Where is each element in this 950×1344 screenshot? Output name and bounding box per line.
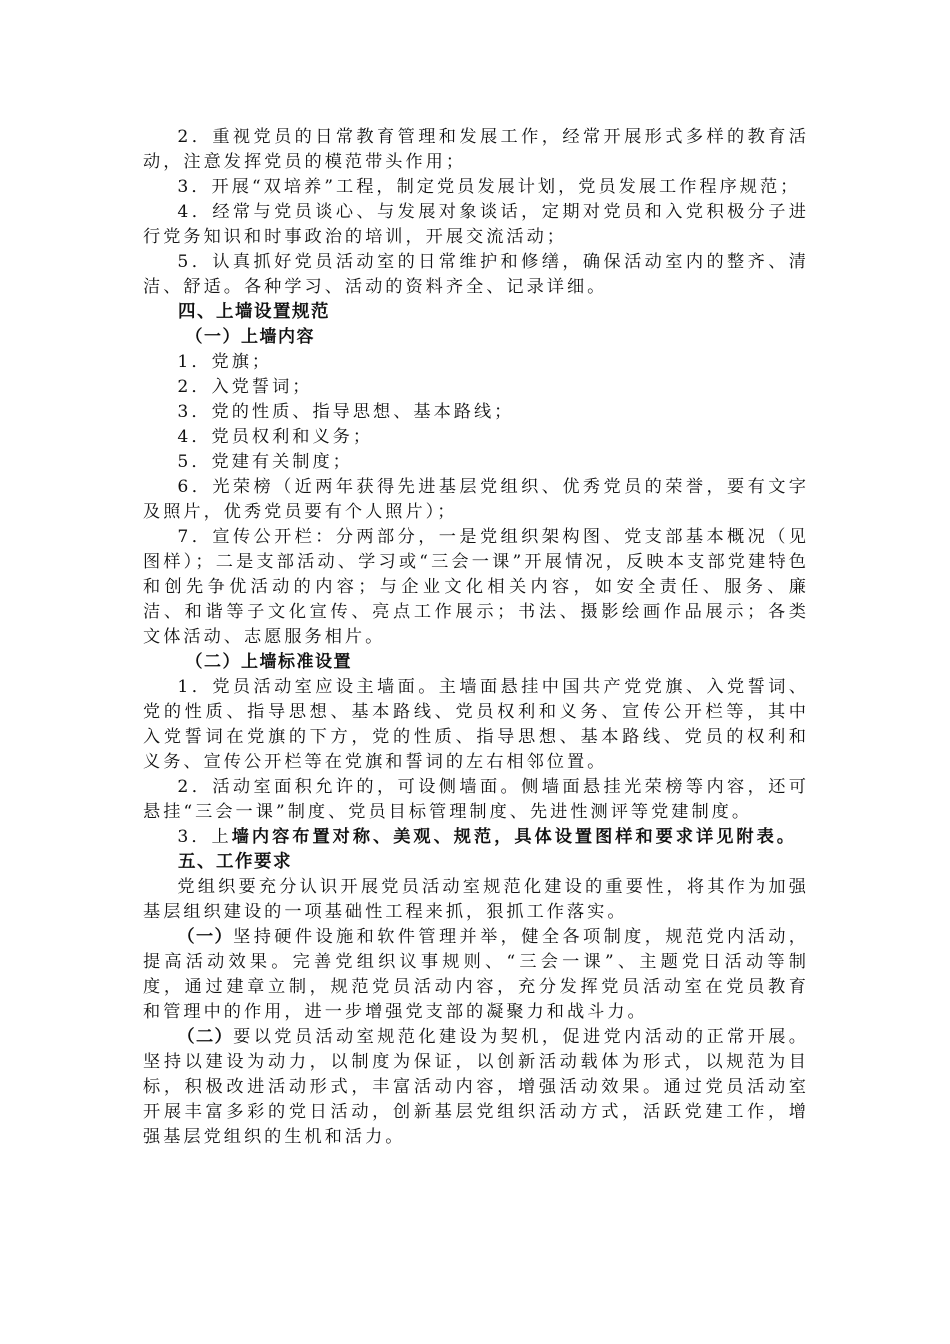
wall-standard-item-3-prefix: 3．上 xyxy=(177,827,232,847)
paragraph-item-4: 4．经常与党员谈心、与发展对象谈话，定期对党员和入党积极分子进行党务知识和时事政治的培训，开展交流活动； xyxy=(143,202,809,247)
work-requirement-2-lead: （二） xyxy=(177,1027,234,1047)
wall-standard-item-3 xyxy=(143,825,809,850)
wall-content-item: 1．党旗； xyxy=(177,352,273,372)
section-4-heading: 四、上墙设置规范 xyxy=(178,302,330,322)
wall-standard-item: 2．活动室面积允许的，可设侧墙面。侧墙面悬挂光荣榜等内容，还可悬挂“三会一课”制度、党员目标管理制度、先进性测评等党建制度。 xyxy=(143,777,809,822)
paragraph-item-2: 2．重视党员的日常教育管理和发展工作，经常开展形式多样的教育活动，注意发挥党员的模范带头作用； xyxy=(143,127,809,172)
work-requirement-2-text: 要以党员活动室规范化建设为契机，促进党内活动的正常开展。坚持以建设为动力，以制度为保证，以创新活动载体为形式，以规范为目标，积极改进活动形式，丰富活动内容，增强活动效果。通过党员活动室开展丰富多彩的党日活动，创新基层党组织活动方式，活跃党建工作，增强基层党组织的生机和活力。 xyxy=(143,1027,809,1147)
document-body xyxy=(143,125,809,1150)
wall-content-item: 6．光荣榜（近两年获得先进基层党组织、优秀党员的荣誉，要有文字及照片，优秀党员要有个人照片）； xyxy=(143,477,809,522)
subsection-wall-standard-heading: （二）上墙标准设置 xyxy=(185,652,352,672)
wall-content-item: 5．党建有关制度； xyxy=(177,452,353,472)
work-requirements-intro: 党组织要充分认识开展党员活动室规范化建设的重要性，将其作为加强基层组织建设的一项基础性工程来抓，狠抓工作落实。 xyxy=(143,877,809,922)
section-5-heading: 五、工作要求 xyxy=(178,852,292,872)
wall-content-item: 2．入党誓词； xyxy=(177,377,313,397)
wall-content-item: 4．党员权利和义务； xyxy=(177,427,374,447)
paragraph-item-3: 3．开展“双培养”工程，制定党员发展计划，党员发展工作程序规范； xyxy=(177,177,801,197)
work-requirement-2 xyxy=(143,1025,809,1150)
wall-standard-item: 1．党员活动室应设主墙面。主墙面悬挂中国共产党党旗、入党誓词、党的性质、指导思想、基本路线、党员权利和义务、宣传公开栏等，其中入党誓词在党旗的下方，党的性质、指导思想、基本路线、党员的权利和义务、宣传公开栏等在党旗和誓词的左右相邻位置。 xyxy=(143,677,809,772)
wall-content-item: 3．党的性质、指导思想、基本路线； xyxy=(177,402,515,422)
wall-standard-item-3-bold: 墙内容布置对称、美观、规范，具体设置图样和要求详见附表。 xyxy=(231,827,797,847)
work-requirement-1 xyxy=(143,925,809,1025)
work-requirement-1-text: 坚持硬件设施和软件管理并举，健全各项制度，规范党内活动，提高活动效果。完善党组织议事规则、“三会一课”、主题党日活动等制度，通过建章立制，规范党员活动内容，充分发挥党员活动室在党员教育和管理中的作用，进一步增强党支部的凝聚力和战斗力。 xyxy=(143,927,809,1022)
wall-content-item: 7．宣传公开栏：分两部分，一是党组织架构图、党支部基本概况（见图样）；二是支部活动、学习或“三会一课”开展情况，反映本支部党建特色和创先争优活动的内容；与企业文化相关内容，如安全责任、服务、廉洁、和谐等子文化宣传、亮点工作展示；书法、摄影绘画作品展示；各类文体活动、志愿服务相片。 xyxy=(143,527,809,647)
paragraph-item-5: 5．认真抓好党员活动室的日常维护和修缮，确保活动室内的整齐、清洁、舒适。各种学习、活动的资料齐全、记录详细。 xyxy=(143,252,809,297)
work-requirement-1-lead: （一） xyxy=(177,927,234,947)
subsection-wall-content-heading: （一）上墙内容 xyxy=(185,327,315,347)
